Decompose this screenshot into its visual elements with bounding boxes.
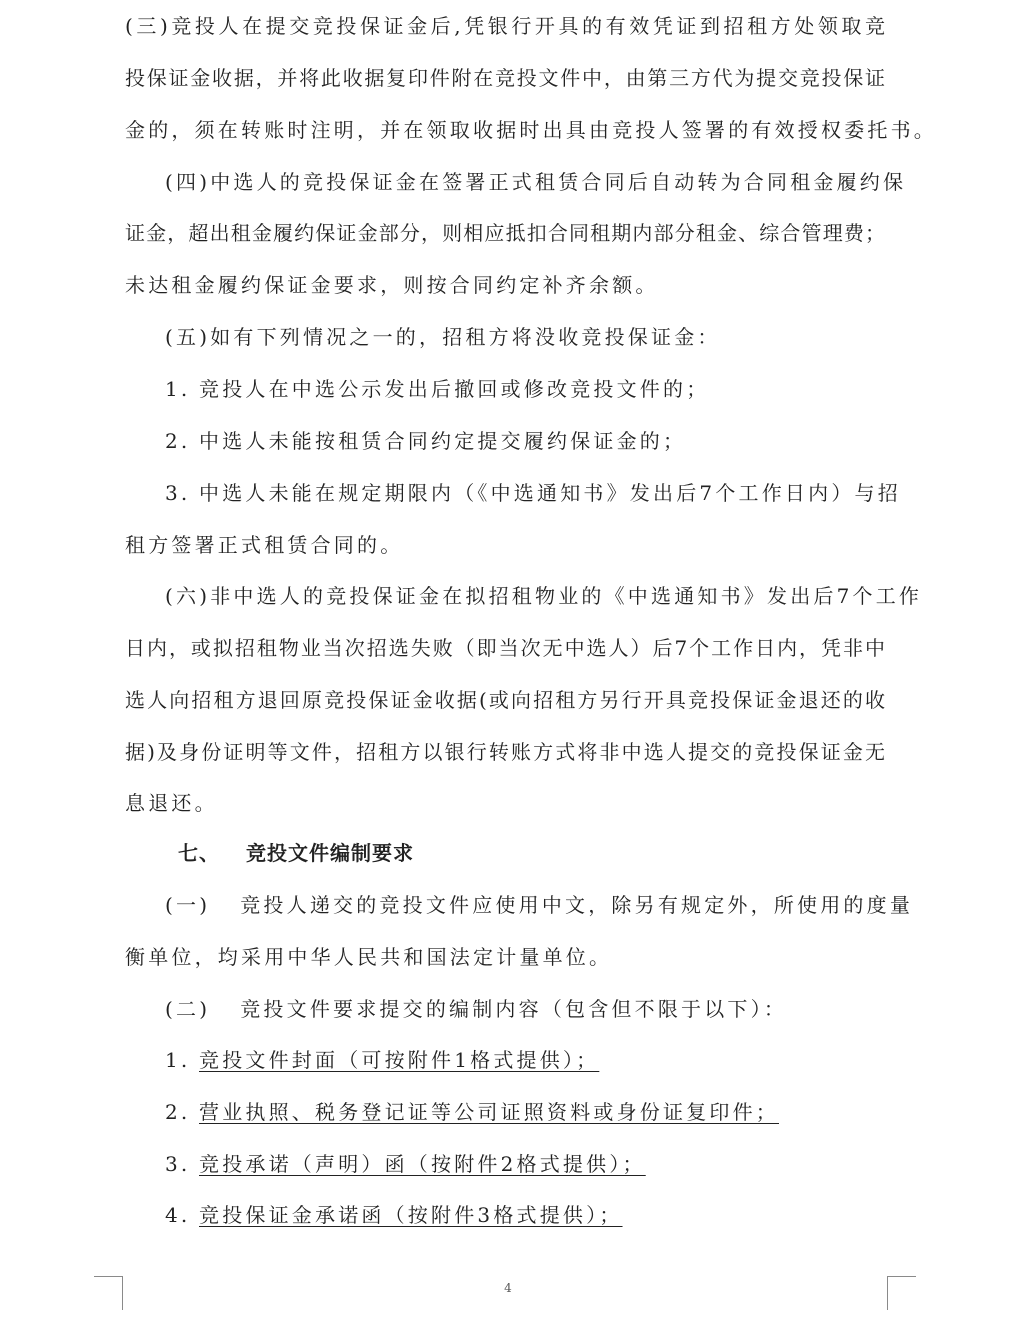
para-5-item-2	[165, 428, 686, 454]
section-number: 七、	[178, 841, 220, 865]
list-number: 2.	[165, 1100, 191, 1124]
para-6-line-4: 据)及身份证明等文件，招租方以银行转账方式将非中选人提交的竞投保证金无	[125, 740, 885, 764]
section-7-item-2	[165, 1099, 779, 1125]
list-text: 竞投保证金承诺函（按附件3格式提供）；	[199, 1203, 623, 1227]
para-3-line-1: (三)竞投人在提交竞投保证金后,凭银行开具的有效凭证到招租方处领取竞	[125, 14, 885, 38]
list-text: 竞投人在中选公示发出后撤回或修改竞投文件的；	[199, 377, 710, 401]
list-text: 中选人未能在规定期限内（《中选通知书》发出后7个工作日内）与招	[199, 481, 901, 505]
para-6-line-2: 日内，或拟招租物业当次招选失败（即当次无中选人）后7个工作日内，凭非中	[125, 636, 885, 660]
section-7-item-4	[165, 1202, 623, 1228]
list-number: 4.	[165, 1203, 191, 1227]
list-number: 1.	[165, 1048, 191, 1072]
para-5-item-3-cont: 租方签署正式租赁合同的。	[125, 533, 404, 557]
sub-text: 竞投人递交的竞投文件应使用中文，除另有规定外，所使用的度量	[240, 893, 914, 917]
list-number: 1.	[165, 377, 191, 401]
section-7-sub-2	[165, 996, 787, 1022]
para-3-line-3: 金的，须在转账时注明，并在领取收据时出具由竞投人签署的有效授权委托书。	[125, 118, 937, 142]
list-number: 2.	[165, 429, 191, 453]
para-5-item-3	[165, 480, 901, 506]
para-6-line-1: (六)非中选人的竞投保证金在拟招租物业的《中选通知书》发出后7个工作	[165, 584, 923, 608]
list-text: 营业执照、税务登记证等公司证照资料或身份证复印件；	[199, 1100, 779, 1124]
section-7-sub-1-line-1	[165, 892, 913, 918]
section-7-item-3	[165, 1151, 646, 1177]
sub-label: (一)	[165, 893, 211, 917]
para-4-line-2: 证金，超出租金履约保证金部分，则相应抵扣合同租期内部分租金、综合管理费；	[125, 221, 885, 245]
list-number: 3.	[165, 1152, 191, 1176]
list-text: 竞投文件封面（可按附件1格式提供）；	[199, 1048, 600, 1072]
list-text: 竞投承诺（声明）函（按附件2格式提供）；	[199, 1152, 646, 1176]
para-3-line-2: 投保证金收据，并将此收据复印件附在竞投文件中，由第三方代为提交竞投保证	[125, 66, 885, 90]
list-text: 中选人未能按租赁合同约定提交履约保证金的；	[199, 429, 687, 453]
para-5-intro: (五)如有下列情况之一的，招租方将没收竞投保证金：	[165, 325, 721, 349]
sub-label: (二)	[165, 997, 211, 1021]
para-6-line-3: 选人向招租方退回原竞投保证金收据(或向招租方另行开具竞投保证金退还的收	[125, 688, 885, 712]
para-4-line-3: 未达租金履约保证金要求，则按合同约定补齐余额。	[125, 273, 659, 297]
sub-text: 竞投文件要求提交的编制内容（包含但不限于以下）：	[240, 997, 788, 1021]
section-7-item-1	[165, 1047, 599, 1073]
para-6-line-5: 息退还。	[125, 791, 218, 815]
para-4-line-1: (四)中选人的竞投保证金在签署正式租赁合同后自动转为合同租金履约保	[165, 170, 907, 194]
section-7-heading	[178, 840, 414, 866]
para-5-item-1	[165, 376, 709, 402]
page-number: 4	[504, 1281, 512, 1295]
section-7-sub-1-line-2: 衡单位，均采用中华人民共和国法定计量单位。	[125, 945, 613, 969]
section-title: 竞投文件编制要求	[246, 841, 414, 865]
list-number: 3.	[165, 481, 191, 505]
